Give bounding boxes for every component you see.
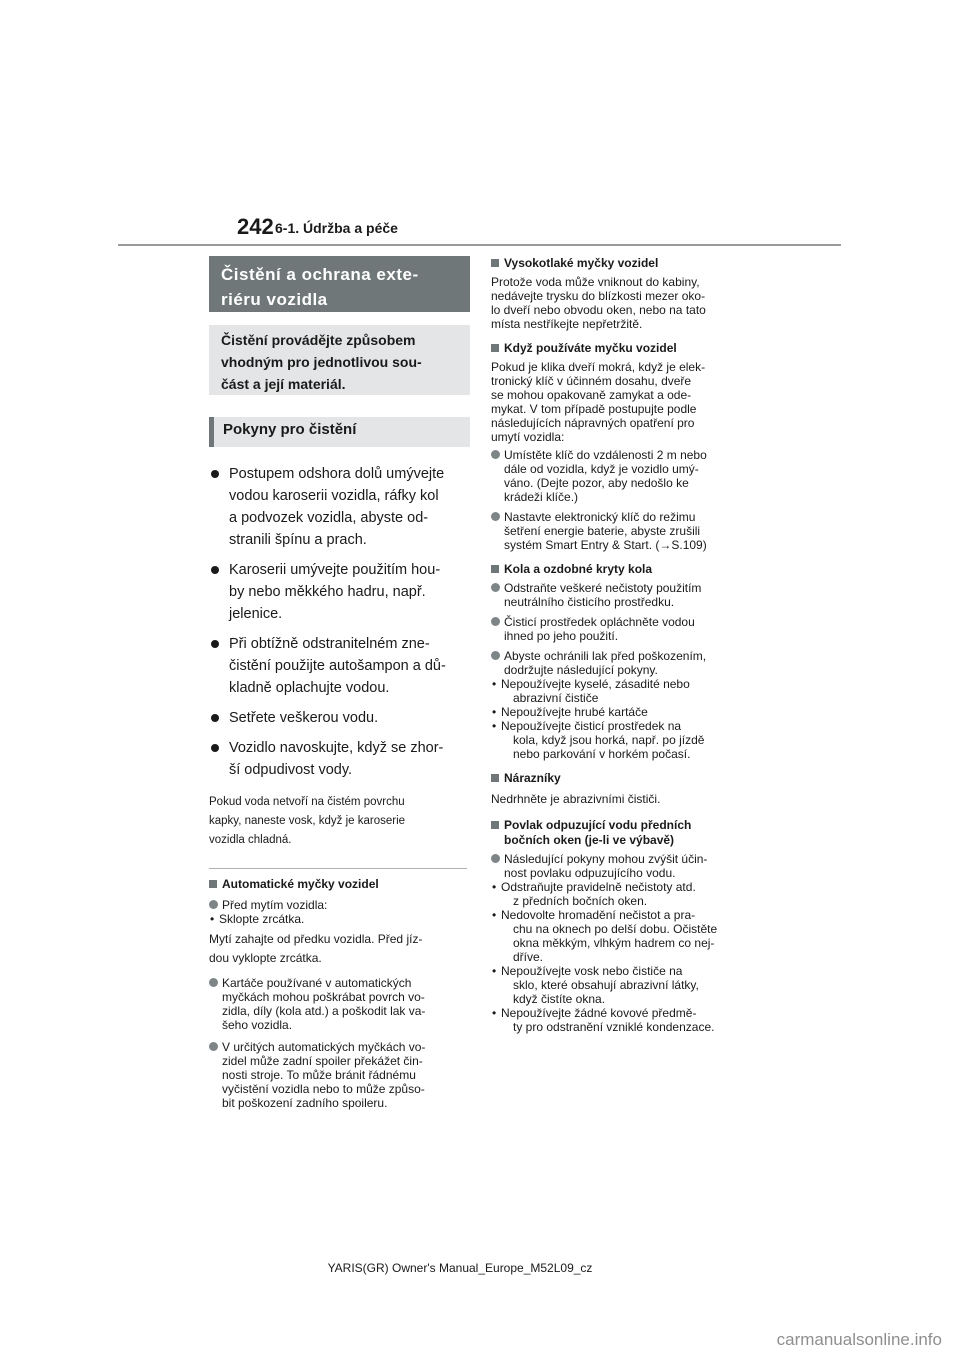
line: by nebo měkkého hadru, např.	[229, 584, 426, 600]
line: zidel může zadní spoiler překážet čin-	[222, 1054, 423, 1068]
footer	[0, 1261, 960, 1275]
line: Mytí zahajte od předku vozidla. Před jíz-	[209, 932, 423, 946]
list-item	[491, 649, 757, 677]
list-item	[209, 1040, 470, 1110]
sub-heading: Pokyny pro čistění	[209, 417, 470, 447]
line: bit poškození zadního spoileru.	[222, 1096, 388, 1110]
dot-bullet-icon: •	[492, 719, 497, 733]
list-item	[491, 510, 757, 552]
bumpers-heading	[491, 771, 757, 786]
line: Následující pokyny mohou zvýšit účin-	[504, 852, 708, 866]
line: sklo, které obsahují abrazivní látky,	[513, 978, 699, 992]
line: Kartáče používané v automatických	[222, 976, 412, 990]
main-heading	[209, 256, 470, 312]
left-column	[209, 256, 470, 1110]
dot-bullet-icon: •	[492, 908, 497, 922]
dot-bullet-icon: •	[492, 1006, 497, 1020]
line: Nepoužívejte hrubé kartáče	[501, 705, 648, 719]
line: Nepoužívejte kyselé, zásadité nebo	[501, 677, 690, 691]
dot-bullet-icon: •	[492, 677, 497, 691]
auto-wash-heading	[209, 877, 470, 892]
using-wash-heading	[491, 341, 757, 356]
line: stranili špínu a prach.	[229, 532, 367, 548]
line: a podvozek vozidla, abyste od-	[229, 510, 429, 526]
list-item	[209, 463, 470, 551]
line: mykat. V tom případě postupujte podle	[491, 402, 697, 416]
line: Pokud je klika dveří mokrá, když je elek-	[491, 360, 706, 374]
line: chu na oknech po delší dobu. Očistěte	[513, 922, 718, 936]
wash-paragraph	[209, 930, 470, 968]
wheels-heading	[491, 562, 757, 577]
circle-bullet-icon	[491, 617, 500, 626]
line: když čistíte okna.	[513, 992, 606, 1006]
line: se mohou opakovaně zamykat a ode-	[491, 388, 692, 402]
list-item	[209, 912, 470, 926]
bullet-icon	[211, 470, 219, 478]
square-bullet-icon	[491, 821, 499, 829]
high-pressure-text	[491, 275, 757, 331]
heading-text: Vysokotlaké myčky vozidel	[504, 256, 659, 270]
line: Čisticí prostředek opláchněte vodou	[504, 615, 695, 629]
line: vozidla chladná.	[209, 834, 292, 846]
line: nebo parkování v horkém počasí.	[513, 747, 691, 761]
list-item	[491, 448, 757, 504]
line: Při obtížně odstranitelném zne-	[229, 636, 430, 652]
line: následujících nápravných opatření pro	[491, 416, 695, 430]
line: dříve.	[513, 950, 544, 964]
main-heading-line: riéru vozidla	[221, 290, 328, 309]
line: umytí vozidla:	[491, 430, 565, 444]
intro-box	[209, 325, 470, 395]
bumpers-text: Nedrhněte je abrazivními čističi.	[491, 792, 661, 806]
bullet-icon	[211, 566, 219, 574]
line: čistění použijte autošampon a dů-	[229, 658, 446, 674]
circle-bullet-icon	[491, 450, 500, 459]
dot-bullet-icon: •	[492, 964, 497, 978]
coating-heading	[491, 818, 757, 848]
line: ty pro odstranění vzniklé kondenzace.	[513, 1020, 715, 1034]
intro-line: část a její materiál.	[221, 376, 346, 392]
square-bullet-icon	[491, 565, 499, 573]
line: kola, když jsou horká, např. po jízdě	[513, 733, 705, 747]
line: tronický klíč v účinném dosahu, dveře	[491, 374, 692, 388]
line: Abyste ochránili lak před poškozením,	[504, 649, 707, 663]
square-bullet-icon	[491, 774, 499, 782]
line: Pokud voda netvoří na čistém povrchu	[209, 796, 405, 808]
line: Odstraňujte pravidelně nečistoty atd.	[501, 880, 696, 894]
square-bullet-icon	[491, 344, 499, 352]
line: Umístěte klíč do vzdálenosti 2 m nebo	[504, 448, 707, 462]
list-item	[491, 880, 757, 908]
line: neutrálního čisticího prostředku.	[504, 595, 675, 609]
line: abrazivní čističe	[513, 691, 599, 705]
line: Karoserii umývejte použitím hou-	[229, 562, 441, 578]
line: V určitých automatických myčkách vo-	[222, 1040, 426, 1054]
list-item	[491, 677, 757, 705]
line: ší odpudivost vody.	[229, 762, 353, 778]
line: kladně oplachujte vodou.	[229, 680, 390, 696]
wax-note	[209, 793, 470, 850]
line: dou vyklopte zrcátka.	[209, 951, 322, 965]
cleaning-bullets	[209, 463, 470, 781]
page-number: 242	[237, 214, 274, 239]
circle-bullet-icon	[209, 900, 218, 909]
heading-text: Nárazníky	[504, 771, 561, 785]
dot-bullet-icon: •	[210, 912, 215, 926]
line: Sklopte zrcátka.	[219, 912, 305, 926]
line: Nastavte elektronický klíč do režimu	[504, 510, 696, 524]
line: vodou karoserii vozidla, ráfky kol	[229, 488, 439, 504]
section-title: 6-1. Údržba a péče	[275, 220, 398, 236]
line: Nepoužívejte čisticí prostředek na	[501, 719, 682, 733]
line: krádeži klíče.)	[504, 490, 579, 504]
bullet-icon	[211, 744, 219, 752]
intro-line: Čistění provádějte způsobem	[221, 332, 416, 348]
footer-text: YARIS(GR) Owner's Manual_Europe_M52L09_cz	[327, 1261, 593, 1275]
list-item	[491, 615, 757, 643]
square-bullet-icon	[491, 259, 499, 267]
list-item	[491, 908, 757, 964]
heading-text: Když používáte myčku vozidel	[504, 341, 677, 355]
circle-bullet-icon	[491, 512, 500, 521]
square-bullet-icon	[209, 880, 217, 888]
dot-bullet-icon: •	[492, 705, 497, 719]
main-heading-line: Čistění a ochrana exte-	[221, 265, 419, 284]
heading-text: Automatické myčky vozidel	[222, 877, 379, 891]
line: nedávejte trysku do blízkosti mezer oko-	[491, 289, 706, 303]
list-item	[491, 852, 757, 880]
page-reference-link[interactable]: systém Smart Entry & Start. (→S.109)	[504, 538, 707, 552]
line: váno. (Dejte pozor, aby nedošlo ke	[504, 476, 689, 490]
line: okna měkkým, vlhkým hadrem co nej-	[513, 936, 715, 950]
line: Postupem odshora dolů umývejte	[229, 466, 445, 482]
high-pressure-heading	[491, 256, 757, 271]
bullet-icon	[211, 640, 219, 648]
line: Nepoužívejte žádné kovové předmě-	[501, 1006, 697, 1020]
line: Odstraňte veškeré nečistoty použitím	[504, 581, 702, 595]
list-item	[209, 737, 470, 781]
line: nost povlaku odpuzujícího vodu.	[504, 866, 676, 880]
line: Nedovolte hromadění nečistot a pra-	[501, 908, 696, 922]
line: vyčistění vozidla nebo to může způso-	[222, 1082, 425, 1096]
line: dodržujte následující pokyny.	[504, 663, 658, 677]
line: Před mytím vozidla:	[222, 898, 328, 912]
circle-bullet-icon	[209, 1042, 218, 1051]
circle-bullet-icon	[209, 978, 218, 987]
list-item	[491, 705, 757, 719]
heading-text: Povlak odpuzující vodu předních	[504, 818, 692, 832]
line: jelenice.	[229, 606, 283, 622]
list-item	[209, 707, 470, 729]
watermark: carmanualsonline.info	[776, 1330, 942, 1349]
line: myčkách mohou poškrábat povrch vo-	[222, 990, 425, 1004]
line: šeho vozidla.	[222, 1018, 293, 1032]
line: kapky, naneste vosk, když je karoserie	[209, 815, 406, 827]
intro-line: vhodným pro jednotlivou sou-	[221, 354, 422, 370]
list-item	[491, 964, 757, 1006]
line: z předních bočních oken.	[513, 894, 648, 908]
list-item	[209, 976, 470, 1032]
heading-text: Kola a ozdobné kryty kola	[504, 562, 653, 576]
line: místa nestříkejte nepřetržitě.	[491, 317, 643, 331]
list-item	[209, 559, 470, 625]
line: nosti stroje. To může bránit řádnému	[222, 1068, 416, 1082]
line: lo dveří nebo obvodu oken, nebo na tato	[491, 303, 706, 317]
section-divider	[209, 868, 467, 869]
right-column	[491, 256, 757, 1034]
dot-bullet-icon: •	[492, 880, 497, 894]
bullet-icon	[211, 714, 219, 722]
list-item	[491, 719, 757, 761]
line: zidla, díly (kola atd.) a poškodit lak va-	[222, 1004, 426, 1018]
list-item	[491, 1006, 757, 1034]
line: dále od vozidla, když je vozidlo umý-	[504, 462, 699, 476]
line: Setřete veškerou vodu.	[229, 710, 379, 726]
line: Vozidlo navoskujte, když se zhor-	[229, 740, 444, 756]
line: šetření energie baterie, abyste zrušili	[504, 524, 701, 538]
header-divider	[118, 244, 841, 246]
list-item	[209, 633, 470, 699]
heading-text: bočních oken (je-li ve výbavě)	[504, 833, 675, 847]
using-wash-text	[491, 360, 757, 444]
line: ihned po jeho použití.	[504, 629, 619, 643]
circle-bullet-icon	[491, 651, 500, 660]
circle-bullet-icon	[491, 583, 500, 592]
line: Protože voda může vniknout do kabiny,	[491, 275, 700, 289]
line: Nepoužívejte vosk nebo čističe na	[501, 964, 683, 978]
list-item	[491, 581, 757, 609]
circle-bullet-icon	[491, 854, 500, 863]
list-item	[209, 898, 470, 912]
